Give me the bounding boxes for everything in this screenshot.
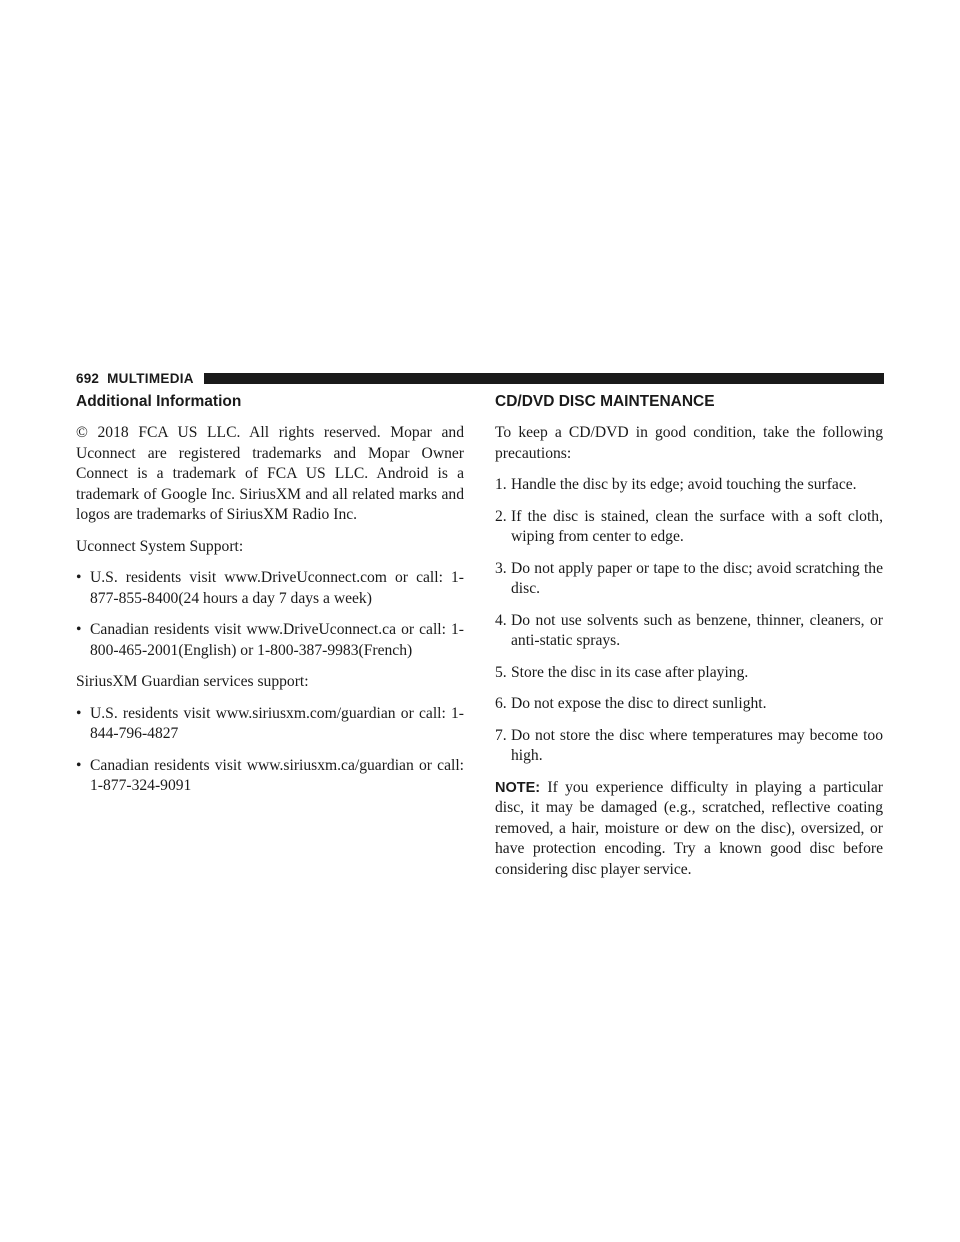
step-text: Do not apply paper or tape to the disc; avoid scratching the disc.: [511, 559, 883, 597]
step-number: 4.: [495, 611, 507, 629]
list-item: [76, 756, 464, 797]
note-text: If you experience difficulty in playing a particular disc, it may be damaged (e.g., scratched, reflective coating removed, a hair, moisture or dew on the disc), oversized, or have protection encoding. Try a known good disc before considering disc player service.: [495, 778, 883, 878]
uconnect-support-label: Uconnect System Support:: [76, 537, 244, 555]
right-column: [495, 392, 883, 891]
step-number: 6.: [495, 695, 507, 712]
bullet-text: U.S. residents visit www.siriusxm.com/guardian or call: 1-844-796-4827: [90, 704, 464, 742]
bullet-text: U.S. residents visit www.DriveUconnect.com or call: 1-877-855-8400(24 hours a day 7 days a week): [90, 569, 464, 607]
copyright-paragraph: © 2018 FCA US LLC. All rights reserved. Mopar and Uconnect are registered trademarks and Mopar Owner Connect is a trademark of FCA US LLC. Android is a trademark of Google Inc. SiriusXM and all related marks and logos are trademarks of SiriusXM Radio Inc.: [76, 424, 464, 523]
list-item: [495, 663, 883, 684]
additional-info-heading: Additional Information: [76, 393, 242, 410]
bullet-text: Canadian residents visit www.DriveUconnect.ca or call: 1-800-465-2001(English) or 1-800-387-9983(French): [90, 621, 464, 659]
bullet-icon: •: [76, 704, 82, 722]
list-item: [495, 559, 883, 600]
step-number: 5.: [495, 663, 507, 681]
bullet-icon: •: [76, 756, 82, 774]
disc-maintenance-heading: CD/DVD DISC MAINTENANCE: [495, 393, 715, 410]
section-title: MULTIMEDIA: [107, 370, 194, 386]
step-text: Handle the disc by its edge; avoid touching the surface.: [511, 476, 857, 493]
page-number: 692: [76, 370, 100, 386]
step-text: Store the disc in its case after playing.: [511, 663, 749, 681]
list-item: [76, 620, 464, 661]
bullet-text: Canadian residents visit www.siriusxm.ca/guardian or call: 1-877-324-9091: [90, 756, 464, 794]
header-rule: [204, 373, 884, 384]
bullet-icon: •: [76, 621, 82, 638]
list-item: [495, 475, 883, 496]
note-paragraph: [495, 778, 883, 881]
list-item: [495, 726, 883, 767]
list-item: [76, 568, 464, 609]
step-number: 2.: [495, 507, 507, 525]
step-number: 7.: [495, 726, 507, 744]
sirius-support-label: SiriusXM Guardian services support:: [76, 673, 309, 690]
step-text: If the disc is stained, clean the surface with a soft cloth, wiping from center to edge.: [511, 507, 883, 545]
note-label: NOTE:: [495, 779, 541, 796]
step-number: 3.: [495, 559, 507, 577]
list-item: [495, 611, 883, 652]
step-number: 1.: [495, 476, 507, 493]
step-text: Do not store the disc where temperatures may become too high.: [511, 726, 883, 764]
page-header: [76, 370, 884, 386]
step-text: Do not expose the disc to direct sunlight.: [511, 695, 767, 712]
list-item: [76, 704, 464, 745]
step-text: Do not use solvents such as benzene, thinner, cleaners, or anti-static sprays.: [511, 611, 883, 649]
list-item: [495, 507, 883, 548]
left-column: [76, 392, 464, 808]
list-item: [495, 694, 883, 715]
intro-paragraph: To keep a CD/DVD in good condition, take the following precautions:: [495, 424, 883, 462]
bullet-icon: •: [76, 569, 82, 586]
